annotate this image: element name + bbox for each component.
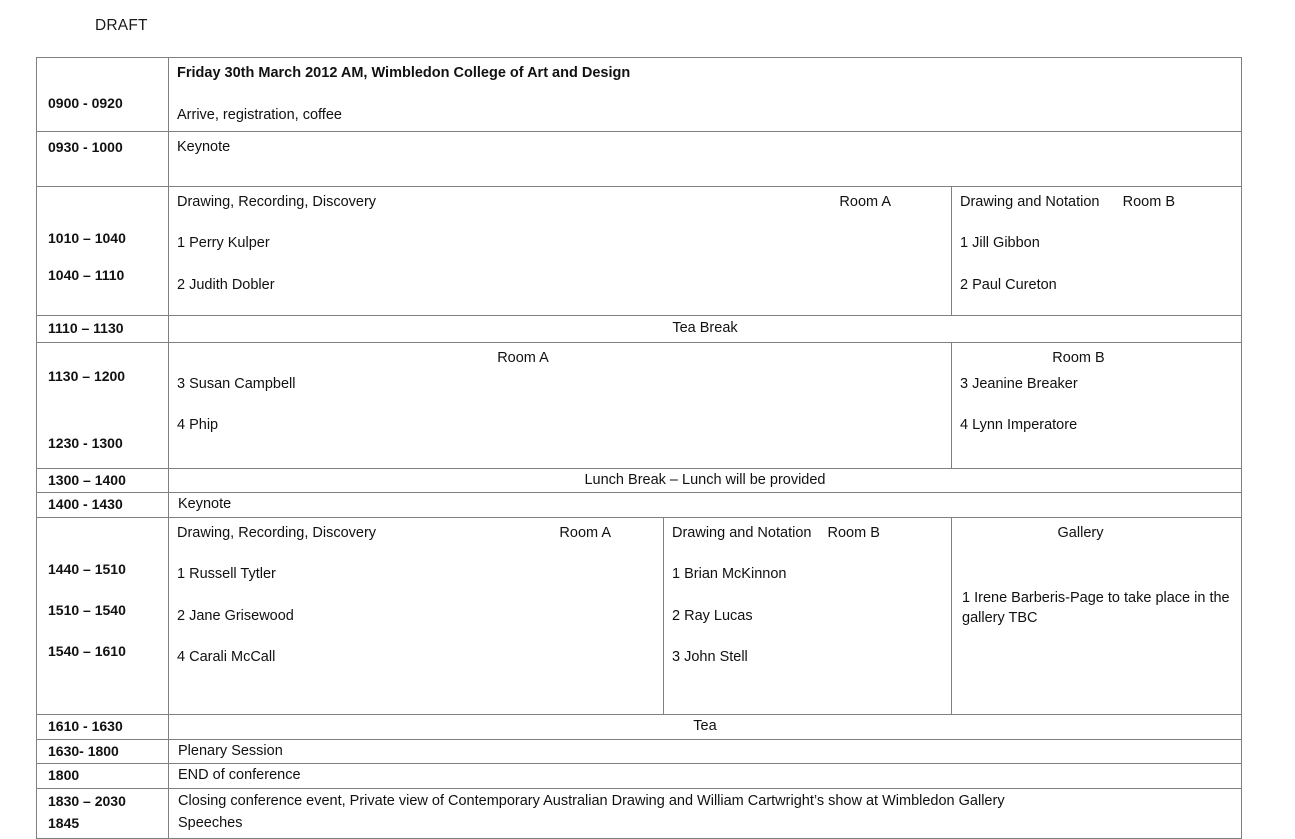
table-title: Friday 30th March 2012 AM, Wimbledon College of Art and Design [177,65,631,81]
time-cell [37,517,169,714]
session-item: 2 Paul Cureton [960,276,1057,293]
time-label: 1510 – 1540 [48,601,126,618]
session-item: 1 Brian McKinnon [672,566,787,583]
time-cell [37,493,169,518]
time-label: 1040 – 1110 [48,266,125,283]
session-item: 4 Phip [177,417,219,434]
schedule-table [36,57,1242,839]
table-row-late-morning-sessions [37,342,1242,468]
session-item: 4 Lynn Imperatore [960,417,1078,434]
session-item: 3 Susan Campbell [177,375,296,392]
track-b-cell [952,342,1242,468]
cell-text: Speeches [178,815,243,832]
cell-text: Keynote [177,139,231,156]
break-cell [169,468,1242,493]
table-row-afternoon-sessions [37,517,1242,714]
session-item: 2 Ray Lucas [672,607,753,624]
time-label: 1110 – 1130 [48,320,124,337]
table-row-keynote-pm [37,493,1242,518]
table-row-morning-sessions [37,186,1242,316]
cell-text: Lunch Break – Lunch will be provided [584,471,826,488]
cell-text: Keynote [178,496,232,513]
track-a-cell [169,517,664,714]
table-row [37,132,1242,187]
time-label: 1800 [48,767,80,784]
time-label: 1830 – 2030 [48,792,126,809]
track-title: Drawing and Notation [960,193,1100,210]
time-label: 0900 - 0920 [48,95,123,111]
time-label: 1540 – 1610 [48,642,126,659]
time-cell [37,132,169,187]
time-cell [37,342,169,468]
room-label: Room B [1052,349,1105,366]
break-cell [169,715,1242,740]
session-item: 3 John Stell [672,649,748,666]
cell-text: Closing conference event, Private view of Contemporary Australian Drawing and William Cartwright’s show at Wimbledon Gallery [178,792,1005,809]
time-cell [37,468,169,493]
session-cell [169,58,1242,132]
time-label: 1610 - 1630 [48,718,123,734]
room-label: Gallery [1057,524,1104,541]
table-row [37,739,1242,764]
table-row [37,58,1242,132]
time-cell [37,788,169,838]
table-row-lunch [37,468,1242,493]
room-label: Room A [559,524,611,541]
track-title: Drawing, Recording, Discovery [177,193,377,210]
track-title: Drawing and Notation [672,524,812,541]
room-label: Room A [497,349,549,366]
table-row-tea-break [37,316,1242,343]
session-item: 2 Jane Grisewood [177,607,294,624]
time-label: 0930 - 1000 [48,139,123,156]
session-item: 4 Carali McCall [177,649,276,666]
time-cell [37,186,169,316]
table-row [37,715,1242,740]
time-cell [37,58,169,132]
session-item: 1 Perry Kulper [177,235,270,252]
track-b-cell [952,186,1242,316]
session-cell [169,764,1242,789]
track-b-cell [664,517,952,714]
time-cell [37,316,169,343]
draft-label: DRAFT [95,17,148,34]
time-cell [37,715,169,740]
time-label: 1130 – 1200 [48,367,126,384]
room-label: Room B [1122,193,1175,210]
session-cell [169,739,1242,764]
session-item: 1 Jill Gibbon [960,235,1040,252]
cell-text: Tea [693,718,717,734]
session-cell [169,788,1242,838]
cell-text: Arrive, registration, coffee [177,106,342,123]
room-label: Room B [827,524,880,541]
track-a-cell [169,186,952,316]
track-title: Drawing, Recording, Discovery [177,524,377,541]
room-label: Room A [839,193,891,210]
break-cell [169,316,1242,343]
track-a-cell [169,342,952,468]
time-label: 1230 - 1300 [48,434,123,451]
session-item: 2 Judith Dobler [177,276,275,293]
table-row-closing-event [37,788,1242,838]
session-cell [169,493,1242,518]
table-row [37,764,1242,789]
session-item: 1 Russell Tytler [177,566,276,583]
session-cell [169,132,1242,187]
session-item: 3 Jeanine Breaker [960,375,1078,392]
time-label: 1400 - 1430 [48,496,123,513]
time-cell [37,739,169,764]
time-cell [37,764,169,789]
time-label: 1630- 1800 [48,742,119,759]
cell-text: Plenary Session [178,742,283,759]
time-label: 1010 – 1040 [48,229,126,246]
session-item: 1 Irene Barberis-Page to take place in the gallery TBC [962,590,1230,626]
cell-text: Tea Break [672,320,738,337]
time-label: 1845 [48,814,80,831]
track-gallery-cell [952,517,1242,714]
time-label: 1300 – 1400 [48,471,126,488]
cell-text: END of conference [178,767,301,784]
time-label: 1440 – 1510 [48,560,126,577]
